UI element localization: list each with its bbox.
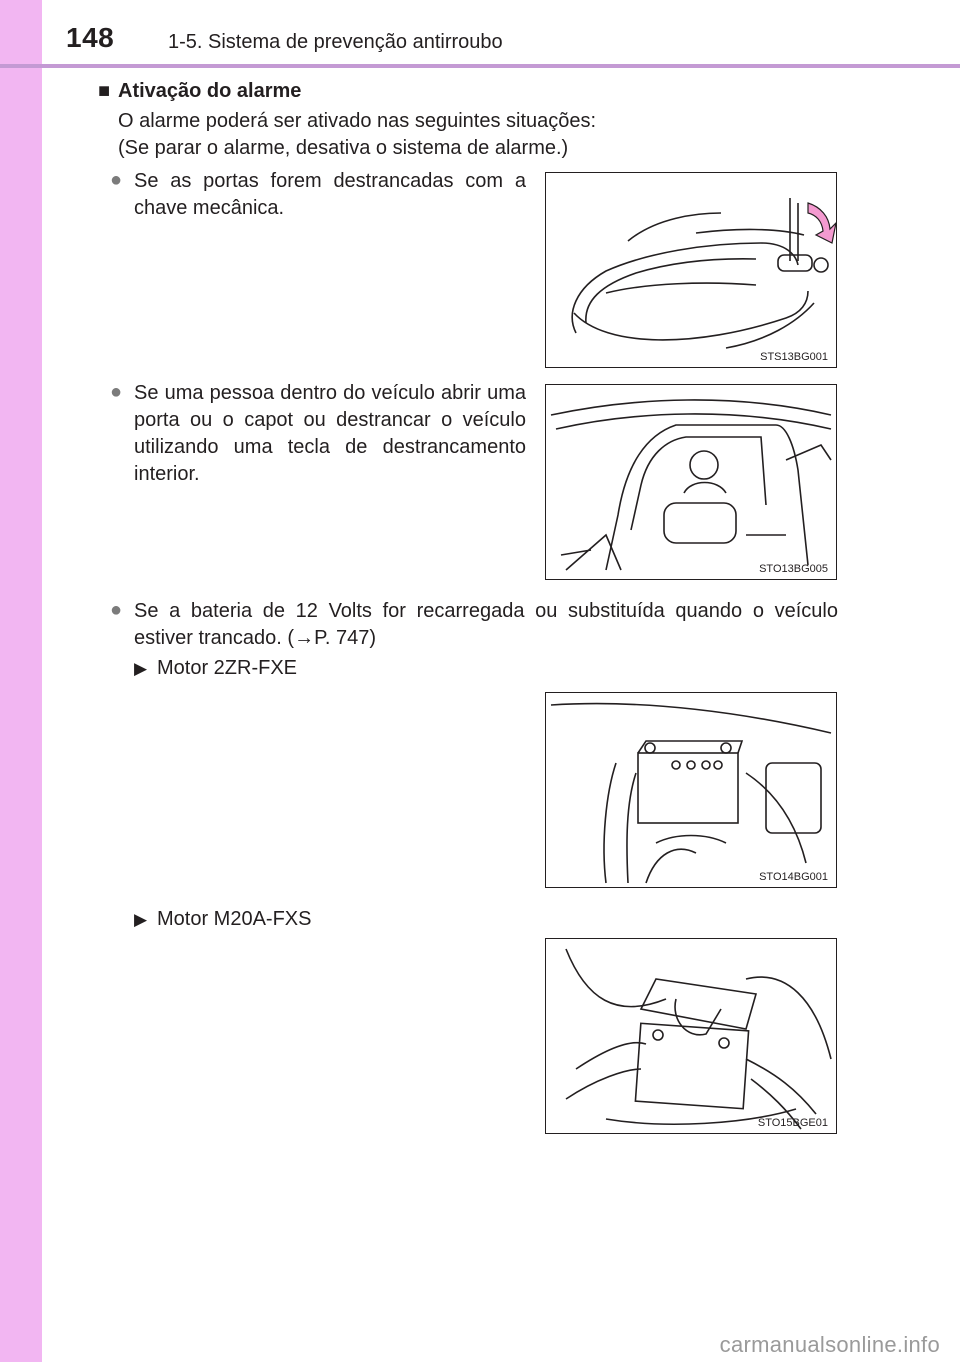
list-item-1: Se as portas forem destrancadas com a chave mecânica.	[134, 170, 526, 219]
figure-code: STS13BG001	[760, 351, 828, 363]
intro-line-2: (Se parar o alarme, desativa o sistema de alarme.)	[118, 137, 569, 159]
side-tab	[0, 0, 42, 1362]
figure-code: STO15BGE01	[757, 1117, 828, 1129]
bullet-icon: ●	[110, 381, 123, 403]
list-item-3: Se a bateria de 12 Volts for recarregada ou substituída quando o veículo estiver trancado. (→P. 747)	[134, 600, 838, 649]
list-item-2: Se uma pessoa dentro do veículo abrir uma porta ou o capot ou destrancar o veículo utilizando uma tecla de destrancamento interior.	[134, 382, 526, 485]
battery-illustration-2	[546, 939, 837, 1134]
arrow-right-icon: ▶	[134, 910, 148, 929]
page-number: 148	[66, 22, 115, 53]
intro-line-1: O alarme poderá ser ativado nas seguintes situações:	[118, 110, 597, 132]
engine-label-1: Motor 2ZR-FXE	[157, 657, 298, 679]
car-door-illustration	[546, 385, 837, 580]
figure-battery-1	[545, 692, 837, 888]
section-heading: Ativação do alarme	[118, 80, 302, 102]
figure-battery-2	[545, 938, 837, 1134]
figure-car-interior	[545, 384, 837, 580]
figure-code: STO13BG005	[759, 563, 828, 575]
rotate-arrow-icon	[808, 203, 836, 243]
square-bullet-icon: ■	[98, 80, 111, 102]
bullet-icon: ●	[110, 599, 123, 621]
battery-illustration-1	[546, 693, 837, 888]
figure-code: STO14BG001	[759, 871, 828, 883]
bullet-icon: ●	[110, 169, 123, 191]
door-key-illustration	[546, 173, 837, 368]
arrow-right-icon: ▶	[134, 659, 148, 678]
chapter-title: 1-5. Sistema de prevenção antirroubo	[168, 31, 503, 53]
engine-label-2: Motor M20A-FXS	[157, 908, 312, 930]
figure-door-key	[545, 172, 837, 368]
header-rule	[0, 64, 960, 68]
watermark: carmanualsonline.info	[719, 1332, 940, 1357]
